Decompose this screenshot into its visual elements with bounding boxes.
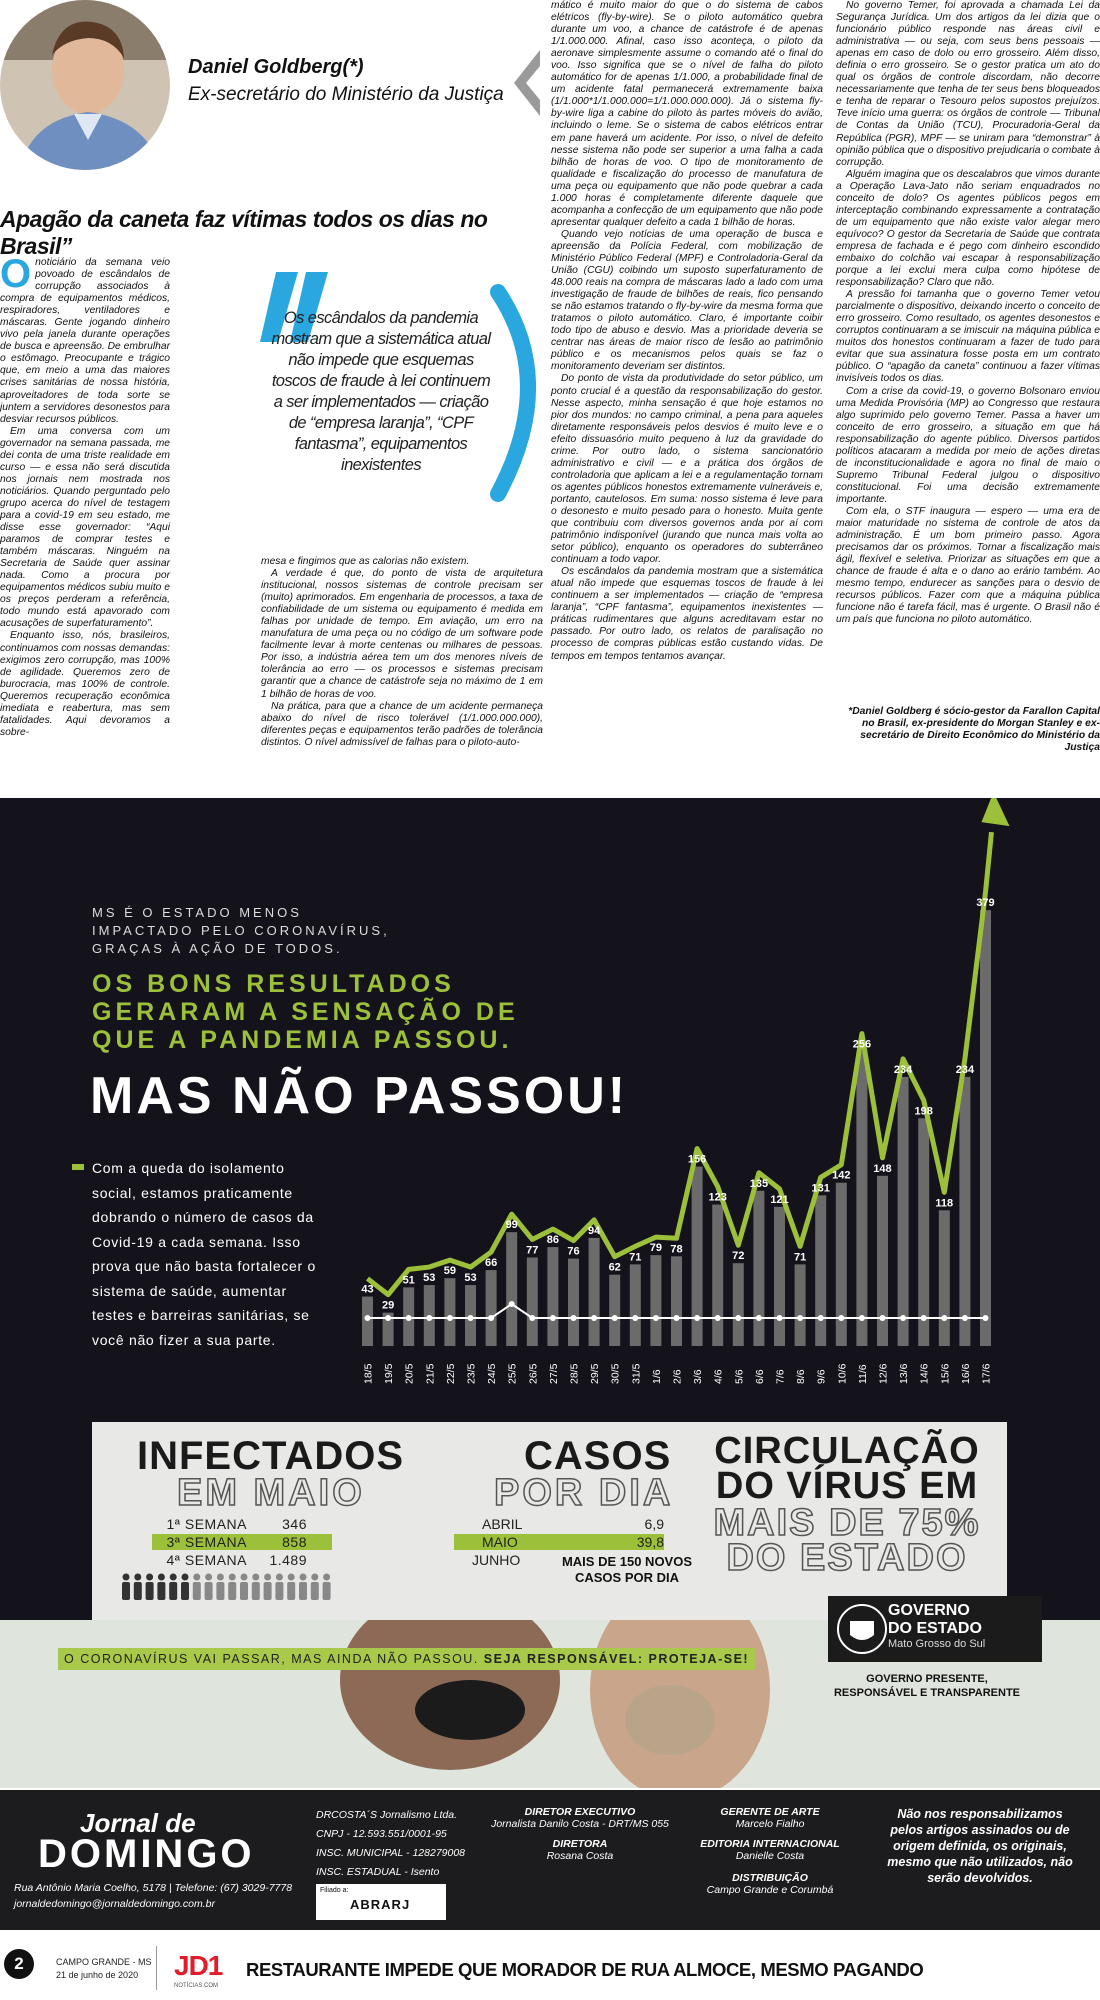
staff-block: GERENTE DE ARTE Marcelo Fialho: [720, 1806, 820, 1830]
bar-28/5: [568, 1259, 579, 1346]
baseline-dot: [715, 1315, 721, 1321]
baseline-dot: [365, 1315, 371, 1321]
article-headline: Apagão da caneta faz vítimas todos os dias no Brasil”: [0, 206, 488, 259]
bar-27/5: [547, 1247, 558, 1346]
paragraph: Na prática, para que a chance de um acidente permaneça abaixo do nível de risco tolerável (1/1.000.000.000), diferentes peças e equipamentos terão padrões de tolerância distintos. O nível admissível de falhas para o piloto-auto-: [261, 700, 543, 748]
bar-25/5: [506, 1232, 517, 1346]
x-tick-label: 13/6: [898, 1363, 911, 1384]
affiliated-label: Filiado a:: [320, 1887, 349, 1894]
baseline-dot: [591, 1315, 597, 1321]
staff-block: DIRETOR EXECUTIVO Jornalista Danilo Costa - DRT/MS 055: [491, 1806, 669, 1830]
bar-17/6: [980, 910, 991, 1346]
data-label: 123: [708, 1191, 727, 1204]
stat-cases-subtitle: POR DIA: [494, 1472, 674, 1514]
x-tick-label: 10/6: [836, 1363, 849, 1384]
staff-block: EDITORIA INTERNACIONAL Danielle Costa: [700, 1838, 840, 1862]
stat-row-highlight: 3ª SEMANA 858: [152, 1534, 332, 1550]
bar-22/5: [444, 1278, 455, 1346]
person-icon: [275, 1574, 283, 1601]
data-label: 59: [443, 1265, 457, 1278]
x-tick-label: 17/6: [980, 1363, 993, 1384]
person-icon: [216, 1574, 224, 1601]
baseline-dot: [818, 1315, 824, 1321]
author-photo: [0, 0, 170, 170]
data-label: 94: [587, 1224, 601, 1237]
x-tick-label: 25/5: [506, 1363, 519, 1384]
data-label: 71: [793, 1251, 807, 1264]
baseline-dot: [612, 1315, 618, 1321]
bar-15/6: [939, 1210, 950, 1346]
data-label: 131: [811, 1182, 830, 1195]
bar-8/6: [795, 1264, 806, 1346]
person-icon: [264, 1574, 272, 1601]
baseline-dot: [550, 1315, 556, 1321]
x-tick-label: 31/5: [630, 1363, 643, 1384]
baseline-dot: [838, 1315, 844, 1321]
chevron-left-icon: [510, 48, 542, 118]
x-tick-label: 24/5: [486, 1363, 499, 1384]
jd1-logo[interactable]: JD1: [174, 1950, 223, 1981]
author-name: Daniel Goldberg(*): [188, 56, 364, 78]
paragraph: mático é muito maior do que o do sistema de cabos elétricos (fly-by-wire). Se o piloto automático quebra durante um voo, a chance de catástrofe é de apenas 1/1.000.000. Afinal, caso isso aconteça, o piloto da aeronave simplesmente assume o comando até o final do voo. Isso significa que se o nível de falha do piloto automático for de apenas 1/1.000, a probabilidade final de um acidente fatal permanecerá extremamente baixa (1/1.000*1/1.000.000=1/1.000.000.000). Já o sistema fly-by-wire liga a cabine do piloto às partes móveis do avião, incluindo o leme. Se o sistema de cabos elétricos entrar em pane haverá um acidente. Por isso, o nível de defeito nesse sistema não pode ser superior a uma falha a cada bilhão de horas de voo. O tipo de monitoramento de qualidade e fiscalização do processo de manufatura de uma peça ou equipamento que não pode quebrar a cada 1.000 horas é completamente diferente daquele que acompanha a confecção de um equipamento que não pode apresentar qualquer defeito a cada 1 bilhão de horas.: [551, 0, 823, 228]
baseline-dot: [859, 1315, 865, 1321]
bar-26/5: [527, 1257, 538, 1346]
bar-2/6: [671, 1256, 682, 1346]
bar-29/5: [589, 1238, 600, 1346]
baseline-dot: [385, 1315, 391, 1321]
person-icon: [146, 1574, 154, 1601]
bar-9/6: [815, 1195, 826, 1346]
bar-30/5: [609, 1275, 620, 1346]
data-label: 72: [732, 1250, 745, 1263]
stat-row: ABRIL 6,9: [482, 1516, 664, 1532]
x-tick-label: 27/5: [547, 1363, 560, 1384]
x-tick-label: 19/5: [383, 1363, 396, 1384]
x-tick-label: 18/5: [362, 1363, 375, 1384]
baseline-dot: [941, 1315, 947, 1321]
x-tick-label: 14/6: [918, 1363, 931, 1384]
x-tick-label: 20/5: [403, 1363, 416, 1384]
stat-cases-title: CASOS: [524, 1434, 672, 1478]
person-icon: [193, 1574, 201, 1601]
stat-circulation-title: CIRCULAÇÃO DO VÍRUS EM: [714, 1430, 980, 1507]
gov-name: GOVERNO DO ESTADO: [888, 1602, 982, 1637]
data-label: 86: [546, 1234, 560, 1247]
person-icon: [205, 1574, 213, 1601]
bar-18/5: [362, 1297, 373, 1346]
people-icons: [120, 1572, 335, 1602]
stat-circulation-subtitle: MAIS DE 75% DO ESTADO: [713, 1502, 981, 1579]
person-icon: [157, 1574, 165, 1601]
article-column-2: [261, 556, 543, 749]
data-label: 256: [852, 1038, 872, 1051]
company-info: DRCOSTA´S Jornalismo Ltda. CNPJ - 12.593.551/0001-95 INSC. MUNICIPAL - 128279008 INSC. ESTADUAL - Isento: [316, 1809, 466, 1878]
x-tick-label: 26/5: [527, 1363, 540, 1384]
author-role: Ex-secretário do Ministério da Justiça: [188, 84, 504, 105]
stat-infected-title: INFECTADOS: [137, 1434, 405, 1478]
x-tick-label: 6/6: [753, 1369, 766, 1384]
edition-date: 21 de junho de 2020: [56, 1970, 139, 1980]
x-tick-label: 11/6: [856, 1364, 869, 1384]
paragraph: Em uma conversa com um governador na semana passada, me dei conta de uma triste realidade em curso — e essa não será discutida nos jornais nem mostrada nos noticiários. Quando perguntado pelo grupo acerca do nível de testagem para a covid-19 em seu estado, me disse esse governador: “Aqui paramos de comprar testes e também máscaras. Ninguém na Secretaria de Saúde quer assinar nada. Como a procura por equipamentos médicos subiu muito e os preços perderam a referência, todo mundo está apavorado com acusações de superfaturamento”.: [0, 425, 170, 630]
baseline-dot: [406, 1315, 412, 1321]
baseline-dot: [921, 1315, 927, 1321]
edition-city: CAMPO GRANDE - MS: [56, 1957, 152, 1967]
author-signature: *Daniel Goldberg é sócio-gestor da Farallon Capital no Brasil, ex-presidente do Morgan Stanley e ex-secretário de Direito Econômico do Ministério da Justiça: [848, 706, 1100, 753]
divider: [156, 1946, 157, 1990]
gov-slogan: GOVERNO PRESENTE, RESPONSÁVEL E TRANSPARENTE: [833, 1673, 1020, 1699]
x-tick-label: 1/6: [650, 1369, 663, 1384]
bar-31/5: [630, 1264, 641, 1346]
staff-block: DISTRIBUIÇÃO Campo Grande e Corumbá: [706, 1872, 834, 1896]
data-label: 29: [381, 1299, 395, 1312]
bar-11/6: [856, 1052, 867, 1346]
data-label: 198: [914, 1105, 933, 1118]
bar-4/6: [712, 1205, 723, 1346]
baseline-dot: [900, 1315, 906, 1321]
person-icon: [228, 1574, 236, 1601]
data-label: 76: [567, 1245, 580, 1258]
bar-10/6: [836, 1183, 847, 1346]
paragraph: mesa e fingimos que as calorias não existem.: [261, 556, 470, 567]
x-tick-label: 12/6: [877, 1363, 890, 1384]
disclaimer: Não nos responsabilizamos pelos artigos assinados ou de origem definida, os originais, mesmo que não utilizados, não serão devolvidos.: [887, 1807, 1073, 1885]
data-label: 66: [484, 1257, 498, 1270]
bar-14/6: [918, 1118, 929, 1346]
baseline-dot: [694, 1315, 700, 1321]
state-seal-icon: [834, 1601, 890, 1657]
paragraph: Com a crise da covid-19, o governo Bolsonaro enviou uma Medida Provisória (MP) ao Congresso que restaura algo suprimido pelo governo Temer. Passa a haver um conceito de erro grosseiro, a situação em que há responsabilização do agente público. Diversos partidos políticos atacaram a medida por meio de ações diretas de inconstitucionalidade e agora no final de maio o Supremo Tribunal Federal julgou o dispositivo constitucional. Foi uma decisão extremamente importante.: [836, 385, 1100, 505]
x-tick-label: 15/6: [939, 1363, 952, 1384]
bar-13/6: [898, 1077, 909, 1346]
data-label: 121: [770, 1193, 789, 1206]
baseline-dot: [447, 1315, 453, 1321]
x-tick-label: 5/6: [733, 1369, 746, 1384]
data-label: 379: [976, 897, 995, 910]
paragraph: Onoticiário da semana veio povoado de escândalos de corrupção associados à compra de equipamentos médicos, respiradores, ventiladores e máscaras. Gente jogando dinheiro vivo pela janela durante operações de busca e apreensão. De embrulhar o estômago. Preocupante e trágico que, em meio a uma das maiores crises sanitárias de nossa história, aproveitadores de toda sorte se juntem a servidores desonestos para desviar recursos públicos.: [0, 252, 171, 425]
data-label: 62: [608, 1261, 621, 1274]
bar-16/6: [959, 1077, 970, 1346]
ad-green-headline: OS BONS RESULTADOS GERARAM A SENSAÇÃO DE QUE A PANDEMIA PASSOU.: [92, 970, 519, 1054]
paragraph: Quando vejo notícias de uma operação de busca e apreensão da Polícia Federal, com mobilização de Ministério Público Federal (MPF) e Controladoria-Geral da União (CGU) coibindo um suposto superfaturamento de 48.000 reais na compra de máscaras lado a lado com uma investigação de fraude de bilhões de reais, fico pensando se não estamos tratando o fly-by-wire da mesma forma que tratamos o piloto automático. Claro, é importante coibir todo tipo de abuso e desvio. Mas a prioridade deveria se centrar nas áreas de maior risco de lesão ao patrimônio público e os mecanismos pelos quais se faz o monitoramento deveriam ser distintos.: [551, 228, 823, 373]
baseline-dot: [571, 1315, 577, 1321]
ad-slogan-banner: O CORONAVÍRUS VAI PASSAR, MAS AINDA NÃO PASSOU. SEJA RESPONSÁVEL: PROTEJA-SE!: [58, 1648, 755, 1670]
data-label: 156: [687, 1153, 707, 1166]
data-label: 118: [935, 1197, 954, 1210]
bar-5/6: [733, 1263, 744, 1346]
baseline-dot: [509, 1301, 515, 1307]
stat-row-highlight: MAIO 39,8: [454, 1534, 664, 1550]
data-label: 234: [955, 1063, 975, 1076]
gov-state: Mato Grosso do Sul: [888, 1638, 986, 1650]
x-tick-label: 29/5: [589, 1363, 602, 1384]
ad-body-text: Com a queda do isolamento social, estamos praticamente dobrando o número de casos da Covid-19 a cada semana. Isso prova que não basta fortalecer o sistema de saúde, aumentar testes e barreiras sanitárias, se você não fizer a sua parte.: [92, 1160, 316, 1348]
x-tick-label: 23/5: [465, 1363, 478, 1384]
arrow-up-icon: [982, 798, 1010, 826]
stat-row: JUNHO: [472, 1552, 521, 1568]
x-tick-label: 30/5: [609, 1363, 622, 1384]
x-tick-label: 7/6: [774, 1369, 787, 1384]
paragraph: A pressão foi tamanha que o governo Temer vetou parcialmente o dispositivo, deixando incerto o conceito de erro grosseiro. Como resultado, os agentes desonestos e corruptos continuaram a se imiscuir na máquina pública e muitos dos honestos continuaram a fazer de tudo para evitar que sua assinatura fosse posta em um contrato público. O “apagão da caneta” continuou a fazer vítimas invisíveis todos os dias.: [836, 289, 1100, 385]
bar-6/6: [753, 1191, 764, 1346]
bar-24/5: [486, 1270, 497, 1346]
stat-row: 1ª SEMANA 346: [166, 1516, 307, 1532]
paragraph: A verdade é que, do ponto de vista de arquitetura institucional, nossos sistemas de controle precisam ser (muito) aprimorados. Em engenharia de processos, a taxa de confiabilidade de um sistema ou equipamento é medida em falhas por unidade de tempo. Em aviação, um erro na manufatura de uma peça ou no código de um software pode facilmente levar à morte centenas ou milhares de pessoas. Por isso, a indústria aérea tem um dos menores níveis de tolerância ao erro — os processos e sistemas precisam garantir que a chance de catástrofe seja no máximo de 1 em 1 bilhão de horas de voo.: [261, 568, 543, 700]
data-label: 135: [749, 1177, 769, 1190]
data-label: 99: [505, 1219, 518, 1232]
ad-main-headline: MAS NÃO PASSOU!: [90, 1067, 629, 1125]
jd1-logo-sub: NOTÍCIAS.COM: [174, 1983, 219, 1989]
x-tick-label: 16/6: [959, 1363, 972, 1384]
news-ticker[interactable]: RESTAURANTE IMPEDE QUE MORADOR DE RUA ALMOCE, MESMO PAGANDO: [246, 1959, 924, 1980]
paragraph: No governo Temer, foi aprovada a chamada Lei da Segurança Jurídica. Um dos artigos da lei dizia que o funcionário público responde nas áreas civil e administrativa — ou seja, com seus bens pessoais — apenas em caso de dolo ou erro grosseiro. Além disso, definia o erro grosseiro. Se o gestor pratica um ato do qual os órgãos de controle discordam, não decorre necessariamente que tenha de ter seus bens bloqueados e tenha de reparar o Tesouro pelos supostos prejuízos. Teve início uma guerra: os órgãos de controle — Tribunal de Contas da União (TCU), Procuradoria-Geral da República (PGR), MPF — se uniram para “demonstrar” à opinião pública que o dispositivo prejudicaria o combate à corrupção.: [836, 0, 1100, 168]
data-label: 142: [832, 1169, 851, 1182]
paragraph: Alguém imagina que os descalabros que vimos durante a Operação Lava-Jato não seriam enquadrados no conceito de dolo? Os agentes públicos pegos em interceptação combinando expressamente a contratação de um equipamento que não existe valor alegar mero equívoco? O gestor da Secretaria de Saúde que contrata empresa de fachada e é pego com dinheiro escondido embaixo do colchão vai escapar à responsabilização porque a lei exclui mera culpa como hipótese de responsabilização? Claro que não.: [836, 168, 1100, 289]
data-label: 43: [361, 1283, 374, 1296]
person-icon: [311, 1574, 319, 1601]
article-column-3: [551, 0, 823, 663]
paragraph: Com ela, o STF inaugura — espero — uma era de maior maturidade no sistema de controle de atos da administração. É um bom primeiro passo. Agora precisamos dar os próximos. Tornar a fiscalização mais ágil, flexível e seletiva. Priorizar as situações em que a chance de fraude é alta e o dano ao erário também. Ao mesmo tempo, endurecer as sanções para o desvio de recursos públicos. Fazer com que a máquina pública funcione não é tarefa fácil, mas é urgente. O Brasil não é um país que funciona no piloto automático.: [836, 505, 1100, 626]
dropcap: O: [0, 252, 32, 296]
email-link[interactable]: jornaldedomingo@jornaldedomingo.com.br: [14, 1898, 215, 1910]
data-label: 53: [423, 1272, 436, 1285]
baseline-dot: [756, 1315, 762, 1321]
x-tick-label: 8/6: [795, 1369, 808, 1384]
data-label: 79: [649, 1242, 663, 1255]
data-label: 77: [526, 1244, 539, 1257]
data-label: 53: [464, 1272, 477, 1285]
data-label: 148: [873, 1162, 892, 1175]
junho-note: MAIS DE 150 NOVOS CASOS POR DIA: [561, 1554, 693, 1585]
baseline-dot: [426, 1315, 432, 1321]
bar-1/6: [650, 1255, 661, 1346]
person-icon: [134, 1574, 142, 1601]
stat-infected-subtitle: EM MAIO: [177, 1472, 365, 1514]
abrarj-name: ABRARJ: [350, 1897, 411, 1912]
baseline-dot: [962, 1315, 968, 1321]
person-icon: [323, 1574, 331, 1601]
baseline-dot: [797, 1315, 803, 1321]
x-tick-label: 22/5: [444, 1363, 457, 1384]
government-ad: [0, 798, 1100, 1788]
newspaper-logo-line2: DOMINGO: [38, 1832, 255, 1876]
paragraph: Enquanto isso, nós, brasileiros, continuamos com nossas demandas: exigimos zero corrupção, mas 100% de agilidade. Queremos zero de burocracia, mas 100% de controle. Queremos recuperação econômica imediata e reabertura, mas sem fatalidades. Aqui devoramos a sobre-: [0, 630, 170, 738]
bar-7/6: [774, 1207, 785, 1346]
x-tick-label: 4/6: [712, 1369, 725, 1384]
x-tick-label: 9/6: [815, 1369, 828, 1384]
person-icon: [181, 1574, 189, 1601]
page-number: 2: [4, 1949, 34, 1979]
article-column-1: [0, 252, 171, 739]
data-label: 78: [670, 1243, 683, 1256]
data-label: 51: [402, 1274, 415, 1287]
baseline-dot: [488, 1315, 494, 1321]
person-icon: [287, 1574, 295, 1601]
x-tick-label: 21/5: [424, 1363, 437, 1384]
person-icon: [240, 1574, 248, 1601]
stats-panel: [92, 1422, 1007, 1620]
person-icon: [169, 1574, 177, 1601]
person-icon: [299, 1574, 307, 1601]
pull-quote: Os escândalos da pandemia mostram que a sistemática atual não impede que esquemas toscos de fraude à lei continuem a ser implementados — criação de “empresa laranja”, “CPF fantasma”, equipamentos inexistentes: [271, 309, 491, 474]
baseline-dot: [632, 1315, 638, 1321]
baseline-dot: [983, 1315, 989, 1321]
data-label: 71: [629, 1251, 642, 1264]
person-icon: [252, 1574, 260, 1601]
cases-chart: [350, 798, 1070, 1398]
baseline-dot: [777, 1315, 783, 1321]
staff-block: DIRETORA Rosana Costa: [546, 1838, 614, 1862]
baseline-dot: [529, 1315, 535, 1321]
bullet-icon: [72, 1164, 84, 1170]
stat-row: 4ª SEMANA 1.489: [166, 1552, 307, 1568]
baseline-dot: [735, 1315, 741, 1321]
person-icon: [122, 1574, 130, 1601]
paragraph: Do ponto de vista da produtividade do setor público, um ponto crucial é a questão da responsabilização do gestor. Nesse aspecto, minha sensação é que hoje estamos no pior dos mundos: no campo criminal, a pena para aqueles diretamente responsáveis pelos desvios é muito leve e o efeito dissuasório muito pequeno à luz da gravidade do crime. Por outro lado, o sistema sancionatório administrativo e civil — e a prática dos órgãos de controladoria que aplicam a lei e a regulamentação tornam os agentes públicos honestos extremamente vulneráveis e, portanto, cautelosos. Em suma: nosso sistema é leve para o desonesto e muito pesado para o honesto. Muita gente que contribuiu com diversos governos anda por aí com patrimônio indisponível (jurando que nunca mais volta ao setor público), enquanto os operadores do subterrâneo continuam a todo vapor.: [551, 373, 823, 566]
baseline-dot: [674, 1315, 680, 1321]
baseline-dot: [653, 1315, 659, 1321]
newspaper-logo-line1: Jornal de: [80, 1808, 196, 1838]
ad-intro: MS É O ESTADO MENOS IMPACTADO PELO CORONAVÍRUS, GRAÇAS À AÇÃO DE TODOS.: [92, 905, 390, 956]
data-label: 234: [893, 1063, 913, 1076]
article-column-4: [836, 0, 1100, 626]
paragraph: Os escândalos da pandemia mostram que a sistemática atual não impede que esquemas toscos de fraude à lei continuem a ser implementados — criação de “empresa laranja”, “CPF fantasma”, equipamentos inexistentes — práticas rudimentares que alguns acreditavam estar no passado. Por outro lado, os relatos de paralisação no processo de compras públicas estão custando vidas. De tempos em tempos tentamos avançar.: [551, 566, 823, 662]
baseline-dot: [468, 1315, 474, 1321]
x-tick-label: 2/6: [671, 1369, 684, 1384]
newspaper-address: Rua Antônio Maria Coelho, 5178 | Telefone: (67) 3029-7778 jornaldedomingo@jornaldedomingo.com.br: [14, 1882, 293, 1910]
x-tick-label: 3/6: [692, 1369, 705, 1384]
baseline-dot: [880, 1315, 886, 1321]
x-tick-label: 28/5: [568, 1363, 581, 1384]
